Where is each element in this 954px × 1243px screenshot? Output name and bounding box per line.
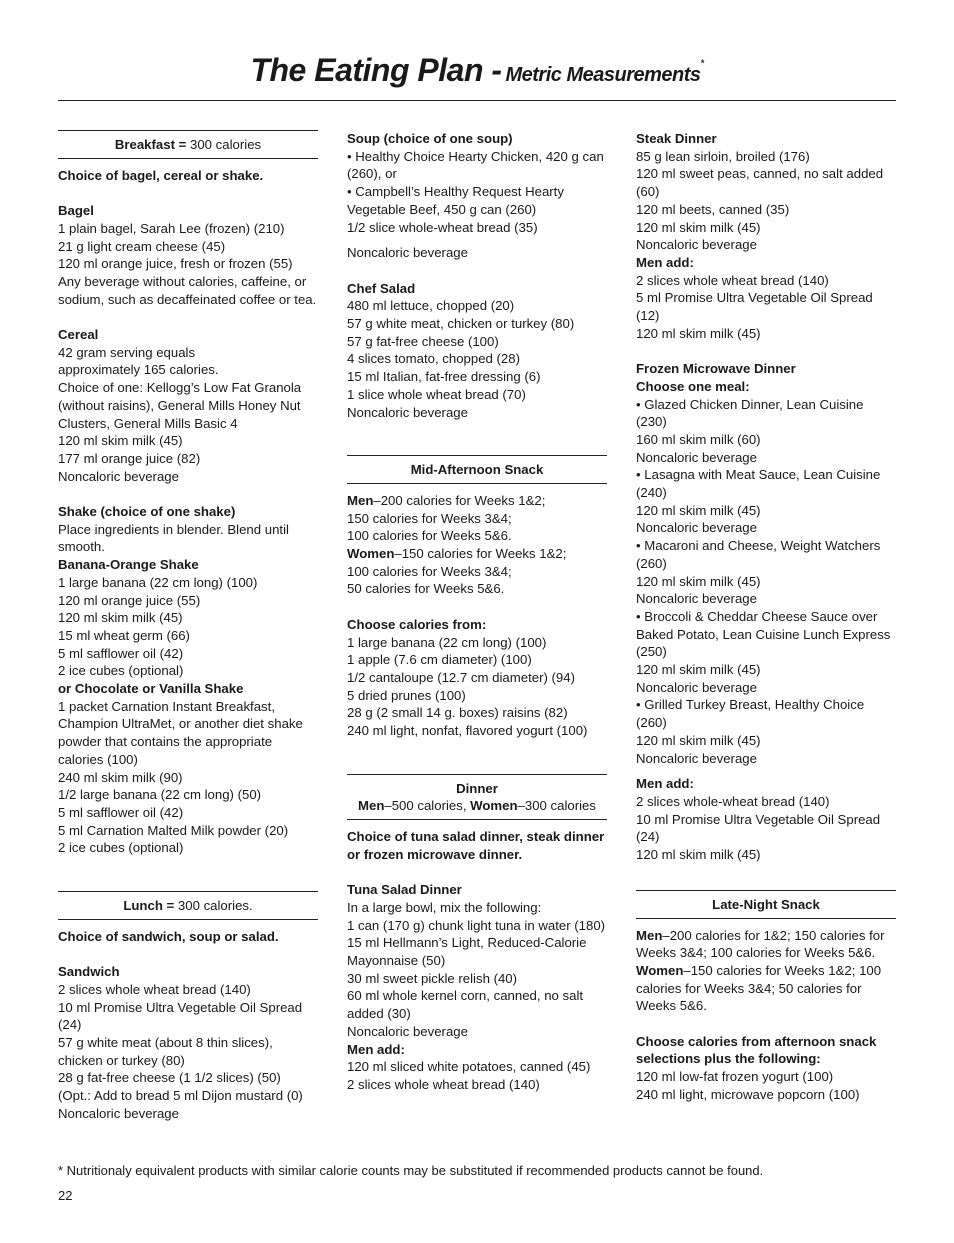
late-men-text: –200 calories for 1&2; 150 calories for Weeks 3&4; 100 calories for Weeks 5&6.: [636, 927, 885, 961]
frozen-men-line: 120 ml skim milk (45): [636, 847, 761, 863]
frozen-line: 120 ml skim milk (45): [636, 502, 761, 518]
cereal-line: 120 ml skim milk (45): [58, 433, 183, 449]
banana-shake-line: 120 ml skim milk (45): [58, 610, 183, 626]
column-middle: [347, 130, 607, 1094]
chef-salad-line: 15 ml Italian, fat-free dressing (6): [347, 369, 541, 385]
tuna-line: 30 ml sweet pickle relish (40): [347, 970, 518, 986]
frozen-line: • Grilled Turkey Breast, Healthy Choice (260): [636, 697, 865, 731]
frozen-men-add: Men add:: [636, 776, 694, 792]
afternoon-men-text: –200 calories for Weeks 1&2;: [373, 492, 546, 508]
chef-salad-line: 57 g white meat, chicken or turkey (80): [347, 316, 575, 332]
frozen-choose: Choose one meal:: [636, 378, 750, 394]
frozen-line: • Macaroni and Cheese, Weight Watchers (260): [636, 538, 881, 571]
soup-title: Soup (choice of one soup): [347, 131, 513, 146]
title-divider: [58, 100, 896, 101]
afternoon-choose-line: 1 large banana (22 cm long) (100): [347, 634, 547, 650]
afternoon-women-text: –150 calories for Weeks 1&2;: [394, 546, 567, 562]
choc-shake-line: 2 ice cubes (optional): [58, 840, 184, 856]
dinner-men-label: Men: [358, 798, 385, 814]
chef-salad-line: 1 slice whole wheat bread (70): [347, 386, 526, 402]
afternoon-women-line: 50 calories for Weeks 5&6.: [347, 581, 505, 597]
late-choose-line: 240 ml light, microwave popcorn (100): [636, 1086, 860, 1102]
steak-line: Noncaloric beverage: [636, 237, 757, 253]
breakfast-header: [58, 130, 318, 159]
steak-men-line: 2 slices whole wheat bread (140): [636, 272, 829, 288]
choc-shake-line: 1/2 large banana (22 cm long) (50): [58, 787, 262, 803]
late-men-label: Men: [636, 927, 663, 943]
page-number: 22: [58, 1188, 73, 1203]
frozen-line: • Lasagna with Meat Sauce, Lean Cuisine (240): [636, 467, 881, 501]
bagel-title: Bagel: [58, 203, 94, 219]
lunch-header-label: Lunch =: [123, 898, 175, 914]
choc-shake-title: or Chocolate or Vanilla Shake: [58, 681, 244, 697]
afternoon-women-line: 100 calories for Weeks 3&4;: [347, 563, 512, 579]
shake-intro: Place ingredients in blender. Blend until smooth.: [58, 521, 289, 555]
afternoon-choose-line: 5 dried prunes (100): [347, 687, 466, 703]
steak-line: 120 ml beets, canned (35): [636, 201, 790, 217]
soup-beverage: Noncaloric beverage: [347, 245, 468, 261]
breakfast-header-calories: 300 calories: [186, 137, 262, 152]
steak-line: 85 g lean sirloin, broiled (176): [636, 148, 810, 164]
bagel-line: Any beverage without calories, caffeine, or sodium, such as decaffeinated coffee or tea.: [58, 273, 317, 307]
afternoon-snack-header: [347, 455, 607, 484]
afternoon-snack-header-label: Mid-Afternoon Snack: [410, 462, 544, 478]
cereal-line: Choice of one: Kellogg’s Low Fat Granola (without raisins), General Mills Honey Nut Clusters, General Mills Basic 4: [58, 380, 302, 431]
bagel-line: 21 g light cream cheese (45): [58, 238, 226, 254]
sandwich-title: Sandwich: [58, 964, 120, 980]
dinner-header: [347, 774, 607, 820]
sandwich-line: Noncaloric beverage: [58, 1105, 179, 1121]
footnote: * Nutritionaly equivalent products with similar calorie counts may be substituted if recommended products cannot be found.: [58, 1163, 764, 1178]
chef-salad-line: Noncaloric beverage: [347, 404, 468, 420]
tuna-line: In a large bowl, mix the following:: [347, 899, 542, 915]
steak-title: Steak Dinner: [636, 131, 717, 146]
sandwich-line: 10 ml Promise Ultra Vegetable Oil Spread (24): [58, 999, 303, 1033]
banana-shake-line: 5 ml safflower oil (42): [58, 645, 184, 661]
afternoon-choose-line: 1/2 cantaloupe (12.7 cm diameter) (94): [347, 669, 575, 685]
soup-line: • Healthy Choice Hearty Chicken, 420 g can (260), or: [347, 148, 604, 182]
lunch-choice: Choice of sandwich, soup or salad.: [58, 928, 279, 944]
steak-men-line: 5 ml Promise Ultra Vegetable Oil Spread (12): [636, 290, 873, 324]
tuna-men-line: 2 slices whole wheat bread (140): [347, 1077, 540, 1092]
banana-shake-title: Banana-Orange Shake: [58, 557, 199, 573]
dinner-women-label: Women: [470, 798, 518, 814]
page-title: [0, 52, 954, 89]
dinner-choice: Choice of tuna salad dinner, steak dinner or frozen microwave dinner.: [347, 829, 605, 862]
sandwich-line: 57 g white meat (about 8 thin slices), chicken or turkey (80): [58, 1034, 273, 1068]
soup-line: • Campbell’s Healthy Request Hearty Vegetable Beef, 450 g can (260): [347, 184, 564, 217]
afternoon-men-line: 100 calories for Weeks 5&6.: [347, 528, 512, 544]
breakfast-header-label: Breakfast =: [114, 137, 187, 152]
frozen-men-line: 2 slices whole-wheat bread (140): [636, 794, 830, 809]
chef-salad-line: 57 g fat-free cheese (100): [347, 333, 499, 349]
soup-line: 1/2 slice whole-wheat bread (35): [347, 219, 538, 235]
afternoon-men-line: 150 calories for Weeks 3&4;: [347, 510, 512, 526]
tuna-men-line: 120 ml sliced white potatoes, canned (45): [347, 1059, 591, 1075]
dinner-men-text: –500 calories,: [384, 798, 471, 814]
sandwich-line: 2 slices whole wheat bread (140): [58, 981, 251, 997]
chef-salad-title: Chef Salad: [347, 280, 416, 296]
tuna-men-add: Men add:: [347, 1041, 405, 1057]
steak-men-add: Men add:: [636, 254, 694, 270]
lunch-header-calories: 300 calories.: [174, 898, 253, 914]
frozen-line: 120 ml skim milk (45): [636, 732, 761, 748]
frozen-title: Frozen Microwave Dinner: [636, 361, 796, 377]
chef-salad-line: 480 ml lettuce, chopped (20): [347, 298, 515, 314]
title-sub: Metric Measurements: [505, 64, 701, 86]
cereal-line: Noncaloric beverage: [58, 468, 179, 484]
bagel-line: 1 plain bagel, Sarah Lee (frozen) (210): [58, 220, 285, 236]
frozen-line: • Glazed Chicken Dinner, Lean Cuisine (230): [636, 396, 864, 430]
late-women-text: –150 calories for Weeks 1&2; 100 calories for Weeks 3&4; 50 calories for Weeks 5&6.: [636, 962, 882, 1014]
cereal-line: approximately 165 calories.: [58, 362, 219, 378]
frozen-line: Noncaloric beverage: [636, 520, 757, 536]
sandwich-line: (Opt.: Add to bread 5 ml Dijon mustard (0): [58, 1088, 303, 1104]
banana-shake-line: 1 large banana (22 cm long) (100): [58, 574, 258, 590]
frozen-line: 160 ml skim milk (60): [636, 431, 761, 447]
tuna-title: Tuna Salad Dinner: [347, 882, 462, 898]
late-snack-header-label: Late-Night Snack: [712, 896, 820, 912]
frozen-line: Noncaloric beverage: [636, 449, 757, 465]
sandwich-line: 28 g fat-free cheese (1 1/2 slices) (50): [58, 1070, 281, 1086]
cereal-title: Cereal: [58, 327, 99, 342]
tuna-line: 60 ml whole kernel corn, canned, no salt added (30): [347, 988, 584, 1022]
banana-shake-line: 120 ml orange juice (55): [58, 592, 201, 608]
frozen-line: 120 ml skim milk (45): [636, 662, 761, 678]
chef-salad-line: 4 slices tomato, chopped (28): [347, 351, 520, 367]
title-main: The Eating Plan -: [250, 52, 502, 88]
afternoon-women-label: Women: [347, 546, 395, 562]
afternoon-choose-title: Choose calories from:: [347, 616, 487, 632]
frozen-line: Noncaloric beverage: [636, 679, 757, 695]
bagel-line: 120 ml orange juice, fresh or frozen (55): [58, 256, 293, 272]
choc-shake-line: 1 packet Carnation Instant Breakfast, Champion UltraMet, or another diet shake powder that contains the appropriate calories (100): [58, 698, 303, 767]
frozen-line: 120 ml skim milk (45): [636, 573, 761, 589]
afternoon-choose-line: 240 ml light, nonfat, flavored yogurt (100): [347, 723, 588, 739]
choc-shake-line: 5 ml Carnation Malted Milk powder (20): [58, 822, 289, 838]
frozen-line: Noncaloric beverage: [636, 750, 757, 766]
tuna-line: 1 can (170 g) chunk light tuna in water (180): [347, 917, 606, 933]
column-right: [636, 130, 896, 1104]
tuna-line: 15 ml Hellmann’s Light, Reduced-Calorie Mayonnaise (50): [347, 935, 587, 969]
late-women-label: Women: [636, 962, 684, 978]
title-footnote-mark: *: [700, 58, 704, 68]
dinner-women-text: –300 calories: [517, 798, 596, 814]
choc-shake-line: 5 ml safflower oil (42): [58, 804, 184, 820]
lunch-header: [58, 891, 318, 920]
cereal-line: 42 gram serving equals: [58, 344, 196, 360]
steak-line: 120 ml skim milk (45): [636, 219, 761, 235]
steak-men-line: 120 ml skim milk (45): [636, 325, 761, 341]
frozen-line: Noncaloric beverage: [636, 591, 757, 607]
shake-title: Shake (choice of one shake): [58, 504, 236, 520]
dinner-header-label: Dinner: [456, 780, 498, 796]
banana-shake-line: 2 ice cubes (optional): [58, 663, 184, 679]
steak-line: 120 ml sweet peas, canned, no salt added (60): [636, 166, 884, 200]
column-left: [58, 130, 318, 1123]
frozen-men-line: 10 ml Promise Ultra Vegetable Oil Spread (24): [636, 811, 881, 845]
choc-shake-line: 240 ml skim milk (90): [58, 769, 183, 785]
tuna-line: Noncaloric beverage: [347, 1023, 468, 1039]
late-choose-title: Choose calories from afternoon snack selections plus the following:: [636, 1033, 877, 1067]
frozen-line: • Broccoli & Cheddar Cheese Sauce over Baked Potato, Lean Cuisine Lunch Express (250): [636, 608, 891, 660]
late-snack-header: [636, 890, 896, 919]
cereal-line: 177 ml orange juice (82): [58, 450, 201, 466]
afternoon-choose-line: 1 apple (7.6 cm diameter) (100): [347, 652, 532, 668]
afternoon-men-label: Men: [347, 492, 374, 508]
afternoon-choose-line: 28 g (2 small 14 g. boxes) raisins (82): [347, 705, 568, 721]
breakfast-choice: Choice of bagel, cereal or shake.: [58, 167, 264, 183]
late-choose-line: 120 ml low-fat frozen yogurt (100): [636, 1069, 834, 1085]
banana-shake-line: 15 ml wheat germ (66): [58, 627, 190, 643]
